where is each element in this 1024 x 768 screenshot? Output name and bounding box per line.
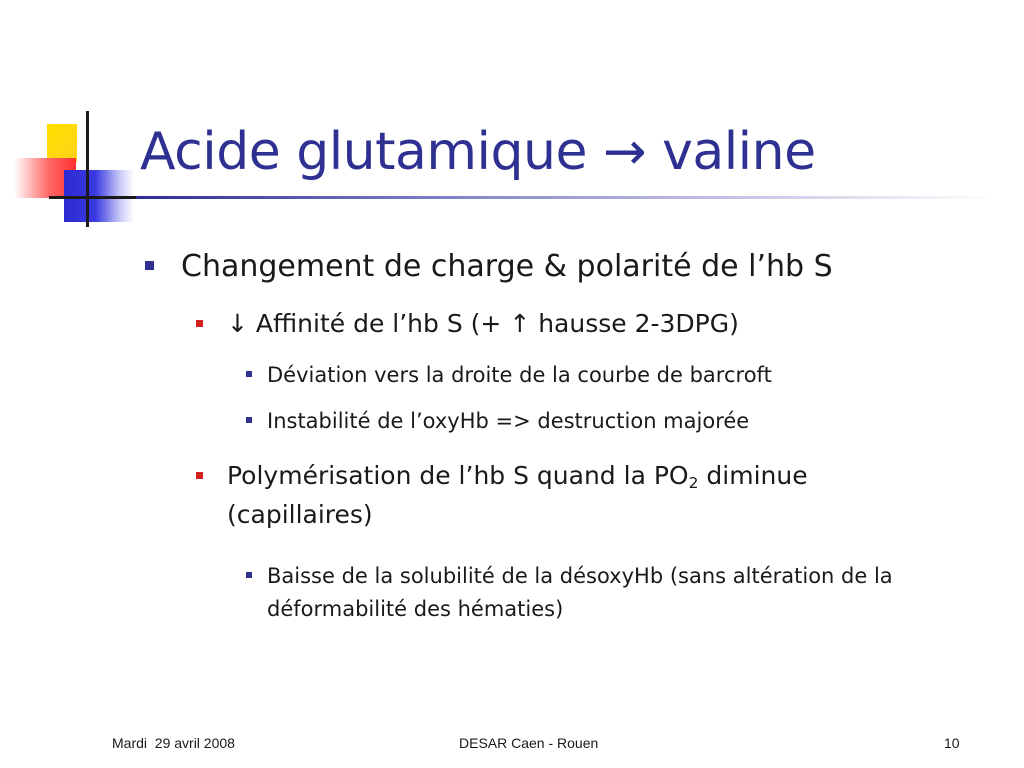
- down-arrow-icon: ↓: [227, 309, 248, 338]
- bullet-text: Changement de charge & polarité de l’hb S: [181, 249, 833, 284]
- footer-page-number: 10: [944, 735, 960, 751]
- polymerisation-text-a: Polymérisation de l’hb S quand la PO: [227, 461, 689, 490]
- affinite-text-a: Affinité de l’hb S (+: [247, 309, 510, 338]
- decor-yellow-square: [47, 124, 77, 162]
- bullet-text: Instabilité de l’oxyHb => destruction majorée: [267, 409, 750, 433]
- bullet-changement: [145, 244, 833, 291]
- bullet-square-icon: [196, 320, 203, 327]
- affinite-text-b: hausse 2-3DPG): [530, 309, 739, 338]
- title-arrow-icon: →: [602, 122, 647, 182]
- footer-center: DESAR Caen - Rouen: [459, 735, 599, 751]
- slide-title: [140, 122, 816, 182]
- bullet-polymerisation: [196, 457, 956, 535]
- bullet-square-icon: [246, 371, 252, 377]
- polymerisation-text-b: diminue (capillaires): [227, 461, 816, 529]
- bullet-text: [227, 305, 739, 344]
- bullet-square-icon: [246, 572, 252, 578]
- bullet-square-icon: [246, 417, 252, 423]
- bullet-instabilite: [246, 405, 749, 438]
- bullet-text: [227, 457, 956, 535]
- up-arrow-icon: ↑: [509, 309, 531, 338]
- decor-vertical-line: [86, 111, 89, 227]
- subscript-two: 2: [688, 473, 699, 492]
- footer-date: Mardi 29 avril 2008: [112, 735, 235, 751]
- bullet-square-icon: [145, 261, 154, 270]
- bullet-text: Baisse de la solubilité de la désoxyHb (sans altération de la déformabilité des hématies): [267, 564, 893, 621]
- title-part1: Acide glutamique: [140, 122, 587, 182]
- title-underline: [136, 196, 996, 199]
- bullet-affinite: [196, 305, 739, 344]
- bullet-text: Déviation vers la droite de la courbe de barcroft: [267, 363, 772, 387]
- decor-horizontal-line: [49, 196, 139, 199]
- bullet-deviation: [246, 359, 772, 392]
- bullet-baisse: [246, 560, 986, 625]
- bullet-square-icon: [196, 472, 203, 479]
- title-part2: valine: [662, 122, 816, 182]
